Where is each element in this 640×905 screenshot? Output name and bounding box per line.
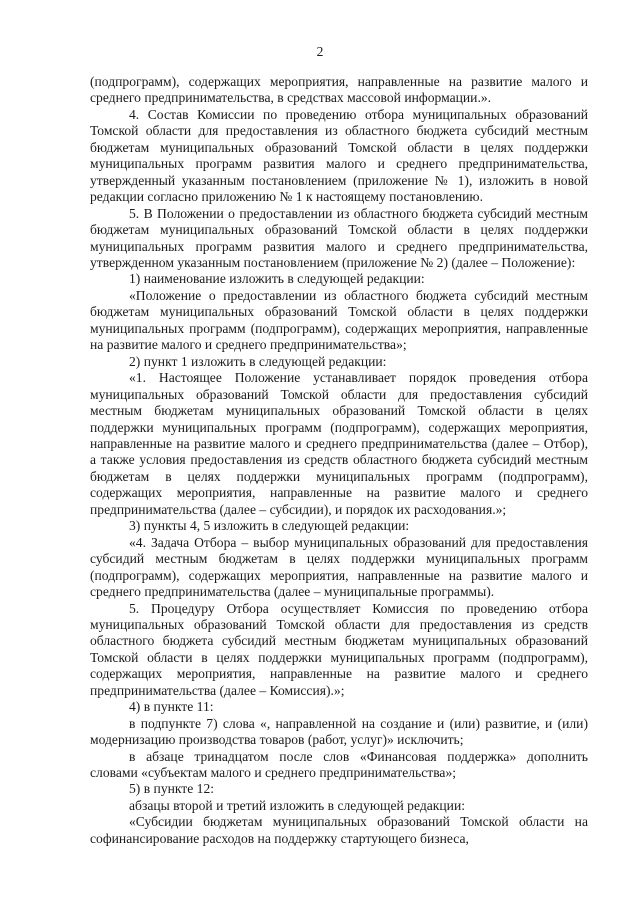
document-body (90, 74, 588, 847)
page-number: 2 (316, 44, 324, 59)
paragraph: «4. Задача Отбора – выбор муниципальных образований для предоставления субсидий местным бюджетам в целях поддержки муниципальных программ (подпрограмм), содержащих мероприятия, направленные на развитие малого и среднего предпринимательства (далее – муниципальные программы). (90, 534, 588, 600)
paragraph: «1. Настоящее Положение устанавливает порядок проведения отбора муниципальных образований Томской области для предоставления субсидий местным бюджетам муниципальных образований Томской области в целях поддержки муниципальных программ (подпрограмм), содержащих мероприятия, направленные на развитие малого и среднего предпринимательства (далее – Отбор), а также условия предоставления из средств областного бюджета субсидий местным бюджетам в целях поддержки муниципальных программ (подпрограмм), содержащих мероприятия, направленные на развитие малого и среднего предпринимательства (далее – субсидии), и порядок их расходования.»; (90, 370, 588, 517)
paragraph: «Субсидии бюджетам муниципальных образований Томской области на софинансирование расходов на поддержку стартующего бизнеса, (90, 814, 588, 846)
paragraph: 4. Состав Комиссии по проведению отбора муниципальных образований Томской области для предоставления из областного бюджета субсидий местным бюджетам муниципальных образований Томской области в целях поддержки муниципальных программ развития малого и среднего предпринимательства, утвержденный указанным постановлением (приложение № 1), изложить в новой редакции согласно приложению № 1 к настоящему постановлению. (90, 106, 588, 205)
paragraph: 1) наименование изложить в следующей редакции: (129, 271, 425, 287)
paragraph: 5. В Положении о предоставлении из областного бюджета субсидий местным бюджетам муниципальных образований Томской области в целях поддержки муниципальных программ развития малого и среднего предпринимательства, утвержденном указанным постановлением (приложение № 2) (далее – Положение): (90, 205, 588, 270)
paragraph: 5) в пункте 12: (129, 781, 215, 797)
paragraph: 4) в пункте 11: (129, 699, 214, 715)
paragraph: в подпункте 7) слова «, направленной на создание и (или) развитие, и (или) модернизацию производства товаров (работ, услуг)» исключить; (90, 715, 588, 748)
paragraph: 2) пункт 1 изложить в следующей редакции: (129, 353, 387, 369)
paragraph: «Положение о предоставлении из областного бюджета субсидий местным бюджетам муниципальных образований Томской области в целях поддержки муниципальных программ (подпрограмм), содержащих мероприятия, направленные на развитие малого и среднего предпринимательства»; (90, 287, 588, 353)
paragraph: в абзаце тринадцатом после слов «Финансовая поддержка» дополнить словами «субъектам малого и среднего предпринимательства»; (90, 748, 588, 781)
paragraph: (подпрограмм), содержащих мероприятия, направленные на развитие малого и среднего предпринимательства, в средствах массовой информации.». (90, 74, 588, 106)
paragraph: 5. Процедуру Отбора осуществляет Комиссия по проведению отбора муниципальных образований Томской области для предоставления из средств областного бюджета субсидий местным бюджетам муниципальных образований Томской области в целях поддержки муниципальных программ (подпрограмм), содержащих мероприятия, направленные на развитие малого и среднего предпринимательства (далее – Комиссия).»; (90, 600, 588, 698)
paragraph: абзацы второй и третий изложить в следующей редакции: (129, 797, 465, 813)
paragraph: 3) пункты 4, 5 изложить в следующей редакции: (129, 518, 410, 534)
